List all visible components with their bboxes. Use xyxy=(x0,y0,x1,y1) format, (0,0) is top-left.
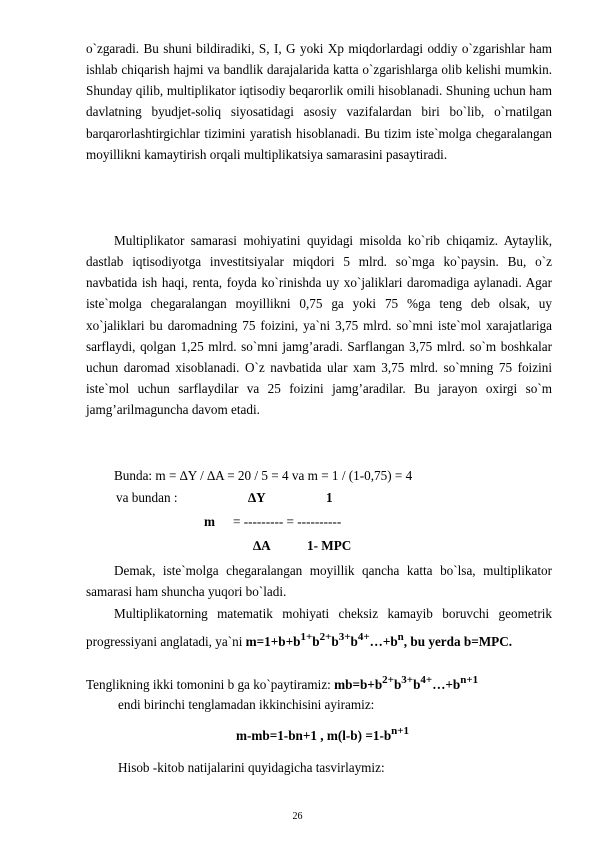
results-intro-line: Hisob -kitob natijalarini quyidagicha tasvirlaymiz: xyxy=(118,760,385,775)
progression-formula: $m=1+b+b^{1+}b^{2+}b^{3+}b^{4+}\dots+b^n$, bu yerda b=MPC. xyxy=(245,630,513,649)
paragraph-conclusion: Demak, iste`molga chegaralangan moyillik qancha katta bo`lsa, multiplikator samarasi ham shuncha yuqori bo`ladi. xyxy=(86,563,552,600)
multiply-formula: $mb=b+b^{2+}b^{3+}b^{4+}\dots+b^{n+1}$ xyxy=(334,674,479,692)
paragraph-geometric-progression xyxy=(86,603,552,653)
fraction-lhs-m: m xyxy=(204,514,215,529)
formula-m-value: Bunda: m = ∆Y / ∆A = 20 / 5 = 4 va m = 1 / (1-0,75) = 4 xyxy=(114,468,413,483)
fraction-denominator-mpc: 1- MPC xyxy=(307,538,352,553)
subtract-line: endi birinchi tenglamadan ikkinchisini ayiramiz: xyxy=(118,697,375,712)
fraction-prefix: va bundan : xyxy=(116,490,178,505)
fraction-numerator-one: 1 xyxy=(326,490,333,505)
fraction-denominator-delta-a: ∆A xyxy=(253,538,271,553)
paragraph-multiplier-instability: o`zgaradi. Bu shuni bildiradiki, S, I, G yoki Xp miqdorlardagi oddiy o`zgarishlar ham ishlab chiqarish hajmi va bandlik darajalarida katta o`zgarishlarga olib kelishi mumkin. Shunday qilib, multiplikator iqtisodiy beqarorlik omili hisoblanadi. Shuning uchun ham davlatning byudjet-soliq siyosatidagi asosiy vazifalardan biri bo`lib, o`rnatilgan barqarorlashtirgichlar tizimini yaratish hisoblanadi. Bu tizim iste`molga chegaralangan moyillikni kamaytirish orqali multiplikatsiya samarasini pasaytiradi. xyxy=(86,41,552,162)
formula-subtraction-result: m-mb=1-bn+1 , $m(l-b) =1-b^{n+1}$ xyxy=(236,725,410,743)
multiply-line xyxy=(86,672,478,693)
fraction-numerator-delta-y: ∆Y xyxy=(248,490,266,505)
fraction-rule: = --------- = ---------- xyxy=(233,514,342,529)
multiply-text: Tenglikning ikki tomonini b ga ko`paytiramiz: xyxy=(86,677,335,692)
progression-text: Multiplikatorning matematik mohiyati cheksiz kamayib boruvchi geometrik progressiyani anglatadi, ya`ni xyxy=(86,606,552,649)
paragraph-multiplier-example: Multiplikator samarasi mohiyatini quyidagi misolda ko`rib chiqamiz. Aytaylik, dastlab iqtisodiyotga investitsiyalar miqdori 5 mlrd. so`mga ko`paysin. Bu, o`z navbatida ish haqi, renta, foyda ko`rinishda uy xo`jaliklari daromadiga aylanadi. Agar iste`molga chegaralangan moyillikni 0,75 ga yoki 75 %ga teng deb olsak, uy xo`jaliklari bu daromadning 75 foizini, ya`ni 3,75 mlrd. so`mni iste`mol xarajatlariga sarflaydi, qolgan 1,25 mlrd. so`mni jamg’aradi. Sarflangan 3,75 mlrd. so`m boshkalar uchun daromad xisoblanadi. O`z navbatida ular xam 3,75 mlrd. so`mning 75 foizini iste`mol uchun sarflaydilar va 25 foizini jamg’aradilar. Bu jarayon oxirgi so`m jamg’arilmaguncha davom etadi. xyxy=(86,233,552,418)
page-number: 26 xyxy=(292,811,303,822)
